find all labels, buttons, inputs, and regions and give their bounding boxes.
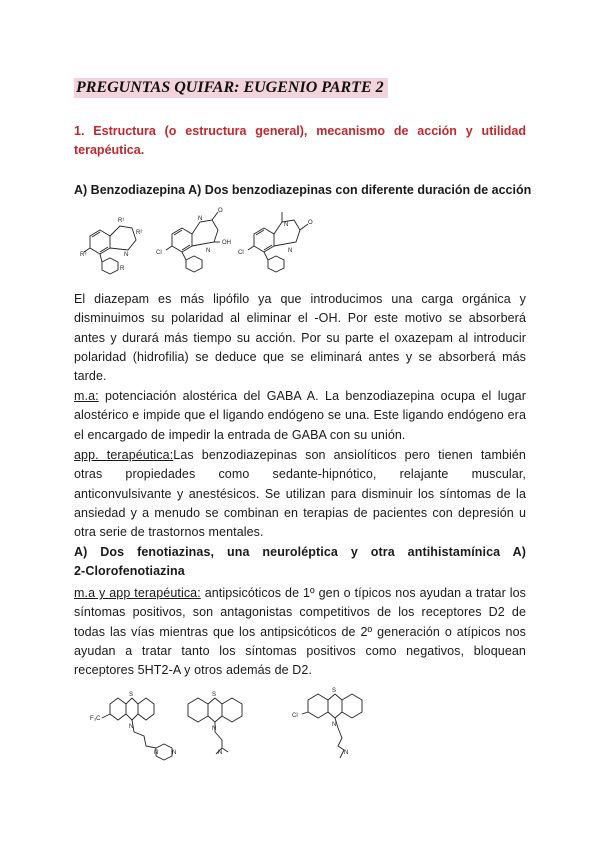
phenothiazine-heading xyxy=(74,543,526,582)
benzodiazepine-heading: A) Benzodiazepina A) Dos benzodiazepinas con diferente duración de acción xyxy=(74,183,532,197)
structure-label: OH xyxy=(222,240,231,246)
text-line: todas las vías mientras que los antipsicóticos de 2º generación o atípicos nos xyxy=(74,624,526,639)
text-line: el encargado de impedir la entrada de GABA con su unión. xyxy=(74,427,406,442)
oxazepam-structure xyxy=(156,204,252,280)
trifluoperazine-structure xyxy=(90,684,186,774)
question-heading-line: terapéutica. xyxy=(74,143,145,157)
text-line: polaridad (hidrofilia) se deduce que se eliminará antes y se absorberá más xyxy=(74,349,526,364)
structure-label: N xyxy=(218,750,223,756)
structure-label: R xyxy=(120,266,125,272)
text-line: anticonvulsivante y anestésicos. Se utilizan para disminuir los síntomas de la xyxy=(74,486,526,501)
text-line-content: potenciación alostérica del GABA A. La benzodiazepina ocupa el lugar xyxy=(98,389,526,403)
text-line xyxy=(74,387,526,406)
diazepam-paragraph xyxy=(74,290,526,386)
text-line: 2-Clorofenotiazina xyxy=(74,564,185,579)
chlorpromazine-structure xyxy=(292,686,380,766)
text-line: síntomas positivos, son antagonistas competitivos de los receptores D2 de xyxy=(74,605,526,620)
text-line: antes y durará más tiempo su acción. Por su parte el oxazepam al introducir xyxy=(74,330,526,345)
diazepam-structure xyxy=(238,204,334,280)
text-line: ayudan a tratar tanto los síntomas positivos como negativos, bloquean xyxy=(74,643,526,658)
text-line xyxy=(74,584,526,603)
structure-label: R¹ xyxy=(118,218,125,224)
structure-label: N xyxy=(172,750,177,756)
structure-label: F₃C xyxy=(90,716,101,722)
text-line: disminuimos su polaridad al eliminar el -OH. Por este motivo se absorberá xyxy=(74,311,526,326)
structure-label: O xyxy=(308,220,313,226)
structure-label: N xyxy=(154,750,159,756)
text-line: otras propiedades como sedante-hipnótico, relajante muscular, xyxy=(74,467,526,482)
therapeutic-label: app. terapéutica: xyxy=(74,448,174,462)
text-line: receptores 5HT2-A y otros además de D2. xyxy=(74,663,313,678)
benzodiazepine-general-structure xyxy=(80,206,170,280)
text-line: alostérico e impide que el ligando endógeno se una. Este ligando endógeno era xyxy=(74,408,526,423)
phenothiazine-label: m.a y app terapéutica: xyxy=(74,586,201,600)
structure-label: R² xyxy=(136,230,143,236)
mechanism-paragraph xyxy=(74,387,526,445)
text-line-content: Las benzodiazepinas son ansiolíticos pero tienen también xyxy=(173,448,526,462)
structure-label: N xyxy=(198,216,203,222)
phenothiazine-paragraph xyxy=(74,584,526,680)
text-line-content: antipsicóticos de 1º gen o típicos nos ayudan a tratar los xyxy=(200,586,526,600)
structure-label: N xyxy=(332,722,337,728)
text-line: otra serie de trastornos mentales. xyxy=(74,525,264,540)
text-line: El diazepam es más lipófilo ya que introducimos una carga orgánica y xyxy=(74,292,526,306)
structure-label: O xyxy=(218,208,223,214)
structure-label: S xyxy=(129,692,134,698)
question-heading-line: 1. Estructura (o estructura general), mecanismo de acción y utilidad xyxy=(74,124,526,138)
therapeutic-paragraph xyxy=(74,446,526,542)
structure-label: N xyxy=(288,248,293,254)
text-line: A) Dos fenotiazinas, una neuroléptica y otra antihistamínica A) xyxy=(74,545,526,559)
structure-label: N xyxy=(124,252,129,258)
promethazine-structure xyxy=(182,690,262,770)
page-title: PREGUNTAS QUIFAR: EUGENIO PARTE 2 xyxy=(74,78,388,98)
structure-label: S xyxy=(332,688,337,694)
text-line: ansiedad y a menudo se combinan en terapias de pacientes con depresión u xyxy=(74,505,526,520)
structure-label: Cl xyxy=(156,250,162,256)
text-line: tarde. xyxy=(74,369,107,384)
structure-label: N xyxy=(206,248,211,254)
structure-label: N xyxy=(284,222,289,228)
question-heading xyxy=(74,122,526,160)
structure-label: Cl xyxy=(292,713,298,719)
structure-label: Cl xyxy=(238,250,244,256)
mechanism-label: m.a: xyxy=(74,389,99,403)
structure-label: N xyxy=(129,724,134,730)
structure-label: N xyxy=(344,750,349,756)
structure-label: N xyxy=(212,726,217,732)
structure-label: R³ xyxy=(80,252,87,258)
structure-label: S xyxy=(212,692,217,698)
text-line xyxy=(74,446,526,465)
